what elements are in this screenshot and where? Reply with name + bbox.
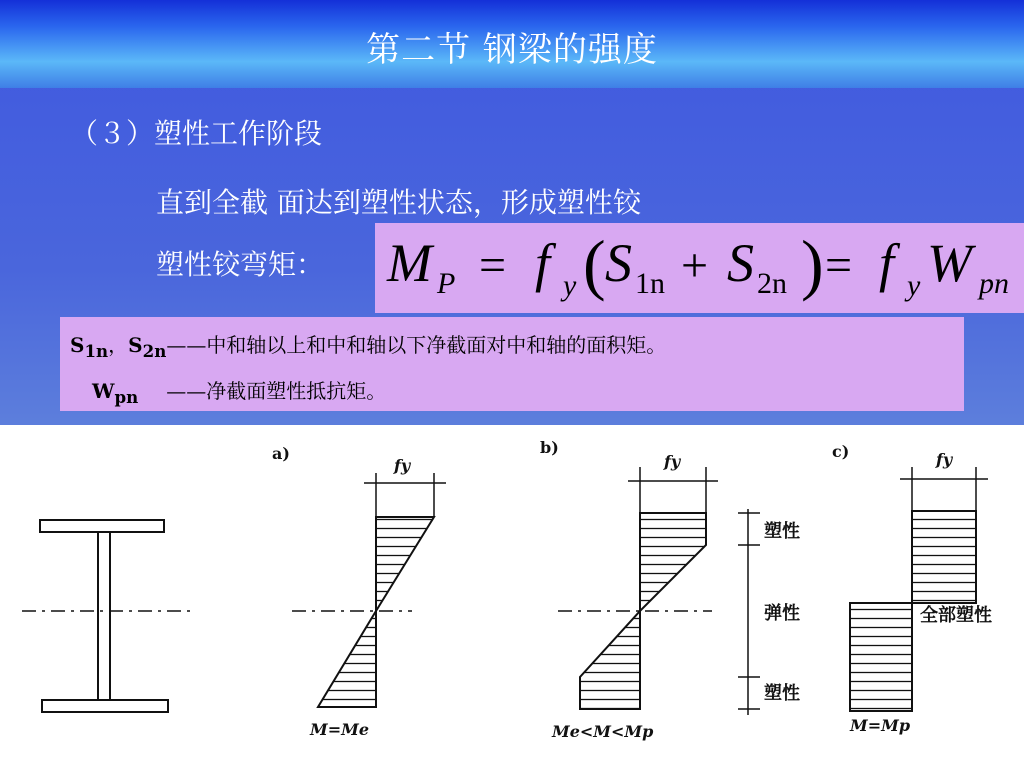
fy-a: fy xyxy=(394,456,411,475)
fy-c: fy xyxy=(936,450,953,469)
formula-f1: f xyxy=(535,233,551,293)
stress-distribution-diagram xyxy=(0,425,1024,768)
compression-block-b xyxy=(580,611,640,709)
formula-equals-1: = xyxy=(479,239,507,292)
zone-plastic-bottom: 塑性 xyxy=(764,683,800,704)
slide-title: 第二节 钢梁的强度 xyxy=(366,30,658,70)
label-a: a) xyxy=(272,444,290,463)
i-beam-web xyxy=(98,532,110,700)
tension-block-b xyxy=(640,513,706,611)
moment-b: Me<M<Mp xyxy=(552,722,654,741)
i-beam-section xyxy=(22,520,195,712)
label-b: b) xyxy=(540,438,559,457)
tension-triangle-a xyxy=(376,517,434,611)
zone-elastic: 弹性 xyxy=(764,603,800,624)
def-text-2: ——净截面塑性抵抗矩。 xyxy=(166,379,387,403)
formula-rparen: ) xyxy=(801,226,824,302)
tension-rect-c xyxy=(912,511,976,603)
body-line-1: 直到全截 面达到塑性状态，形成塑性铰 xyxy=(156,186,641,219)
zone-plastic-top: 塑性 xyxy=(764,521,800,542)
moment-c: M=Mp xyxy=(850,716,911,735)
plastic-moment-formula xyxy=(375,223,1024,313)
section-heading: （３）塑性工作阶段 xyxy=(70,117,323,150)
formula-lparen: ( xyxy=(583,226,606,302)
stress-diagram-b xyxy=(540,438,800,741)
def-text-1: ——中和轴以上和中和轴以下净截面对中和轴的面积矩。 xyxy=(166,333,667,357)
formula-sub-pn: pn xyxy=(979,267,1009,300)
compression-triangle-a xyxy=(318,611,376,707)
formula-sub-y2: y xyxy=(907,269,921,302)
moment-a: M=Me xyxy=(310,720,370,739)
i-beam-bottom-flange xyxy=(42,700,168,712)
def-sub-1n: 1n xyxy=(84,341,109,361)
formula-sub-P: P xyxy=(437,267,456,300)
def-symbol-W: W xyxy=(92,379,115,403)
stress-diagram-c xyxy=(832,442,992,735)
formula-sub-y1: y xyxy=(563,269,577,302)
def-sub-pn: pn xyxy=(114,387,139,407)
formula-S2: S xyxy=(727,233,754,293)
formula-box xyxy=(375,223,1024,313)
full-plastic-label: 全部塑性 xyxy=(920,605,992,626)
formula-sub-2n: 2n xyxy=(757,267,787,300)
def-symbol-S2: S xyxy=(128,333,143,357)
def-symbol-S1: S xyxy=(70,333,85,357)
formula-sub-1n: 1n xyxy=(635,267,665,300)
formula-equals-2: = xyxy=(825,239,853,292)
formula-W: W xyxy=(927,233,972,293)
formula-S1: S xyxy=(605,233,632,293)
i-beam-top-flange xyxy=(40,520,164,532)
label-c: c) xyxy=(832,442,850,461)
body-line-2-label: 塑性铰弯矩： xyxy=(156,248,325,281)
fy-b: fy xyxy=(664,452,681,471)
definition-line-1 xyxy=(70,329,666,361)
formula-plus: + xyxy=(681,239,709,292)
def-sub-2n: 2n xyxy=(142,341,167,361)
definition-line-2 xyxy=(92,375,386,407)
definition-box xyxy=(60,317,964,411)
formula-f2: f xyxy=(879,233,895,293)
compression-rect-c xyxy=(850,603,912,711)
def-comma: ， xyxy=(108,333,129,357)
formula-M: M xyxy=(387,233,432,293)
stress-diagram-a xyxy=(272,444,446,739)
